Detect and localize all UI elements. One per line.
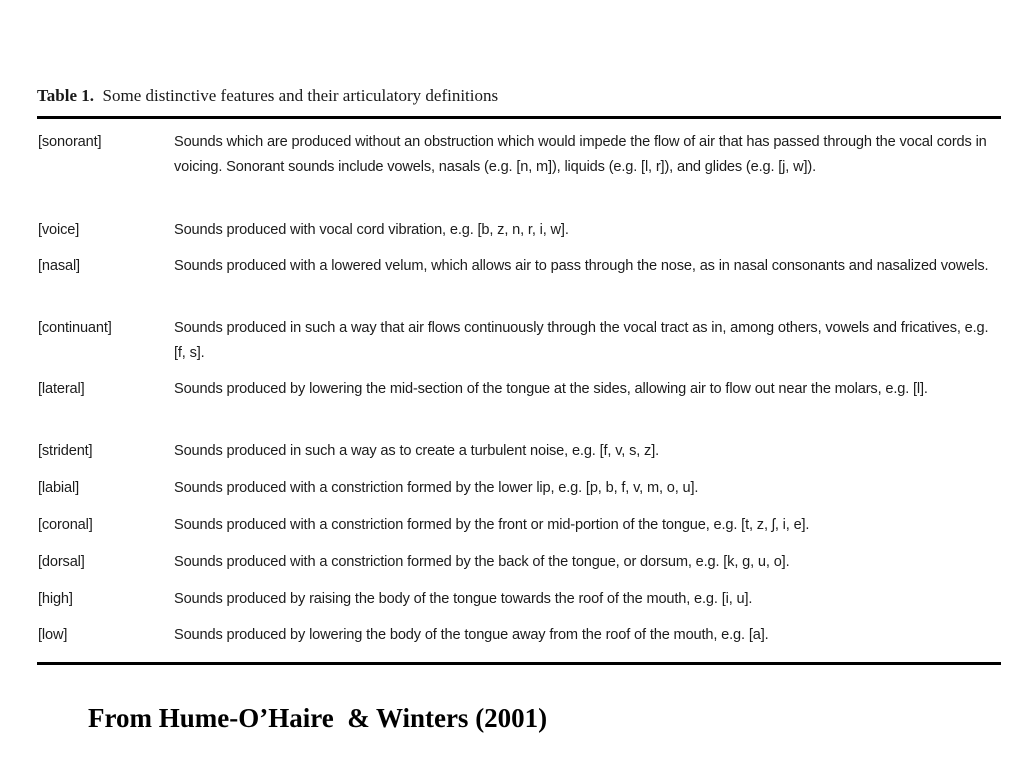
- feature-definition: Sounds produced with a lowered velum, which allows air to pass through the nose, as in nasal consonants and nasalized vowels.: [174, 258, 989, 274]
- feature-name: [low]: [38, 627, 68, 643]
- feature-definition: Sounds which are produced without an obstruction which would impede the flow of air that has passed through the vocal cords in voicing. Sonorant sounds include vowels, nasals (e.g. [n, m]), liquids (e.g. [l, r]), and glides (e.g. [j, w]).: [174, 134, 987, 175]
- feature-definition: Sounds produced by raising the body of the tongue towards the roof of the mouth, e.g. [i, u].: [174, 591, 753, 607]
- feature-definition: Sounds produced in such a way as to create a turbulent noise, e.g. [f, v, s, z].: [174, 443, 660, 459]
- source-citation: From Hume-O’Haire & Winters (2001): [88, 703, 548, 733]
- feature-definition: Sounds produced with vocal cord vibration, e.g. [b, z, n, r, i, w].: [174, 222, 569, 238]
- table-caption: [37, 86, 498, 106]
- feature-name: [continuant]: [38, 320, 112, 336]
- table-caption-text: Some distinctive features and their articulatory definitions: [102, 86, 499, 105]
- feature-definition: Sounds produced in such a way that air flows continuously through the vocal tract as in, among others, vowels and fricatives, e.g. [f, s].: [174, 320, 989, 361]
- feature-name: [labial]: [38, 480, 79, 496]
- feature-definition: Sounds produced with a constriction formed by the lower lip, e.g. [p, b, f, v, m, o, u].: [174, 480, 699, 496]
- table-bottom-rule: [37, 662, 1001, 665]
- feature-name: [coronal]: [38, 517, 93, 533]
- feature-definition: Sounds produced by lowering the mid-section of the tongue at the sides, allowing air to flow out near the molars, e.g. [l].: [174, 381, 928, 397]
- feature-name: [lateral]: [38, 381, 85, 397]
- feature-name: [sonorant]: [38, 134, 102, 150]
- feature-name: [voice]: [38, 222, 80, 238]
- feature-definition: Sounds produced with a constriction formed by the back of the tongue, or dorsum, e.g. [k, g, u, o].: [174, 554, 790, 570]
- table-top-rule: [37, 116, 1001, 119]
- feature-name: [dorsal]: [38, 554, 85, 570]
- feature-definition: Sounds produced by lowering the body of the tongue away from the roof of the mouth, e.g. [a].: [174, 627, 769, 643]
- feature-name: [nasal]: [38, 258, 80, 274]
- feature-name: [strident]: [38, 443, 93, 459]
- feature-definition: Sounds produced with a constriction formed by the front or mid-portion of the tongue, e.g. [t, z, ʃ, i, e].: [174, 517, 810, 533]
- table-caption-label: Table 1.: [37, 86, 95, 105]
- feature-name: [high]: [38, 591, 73, 607]
